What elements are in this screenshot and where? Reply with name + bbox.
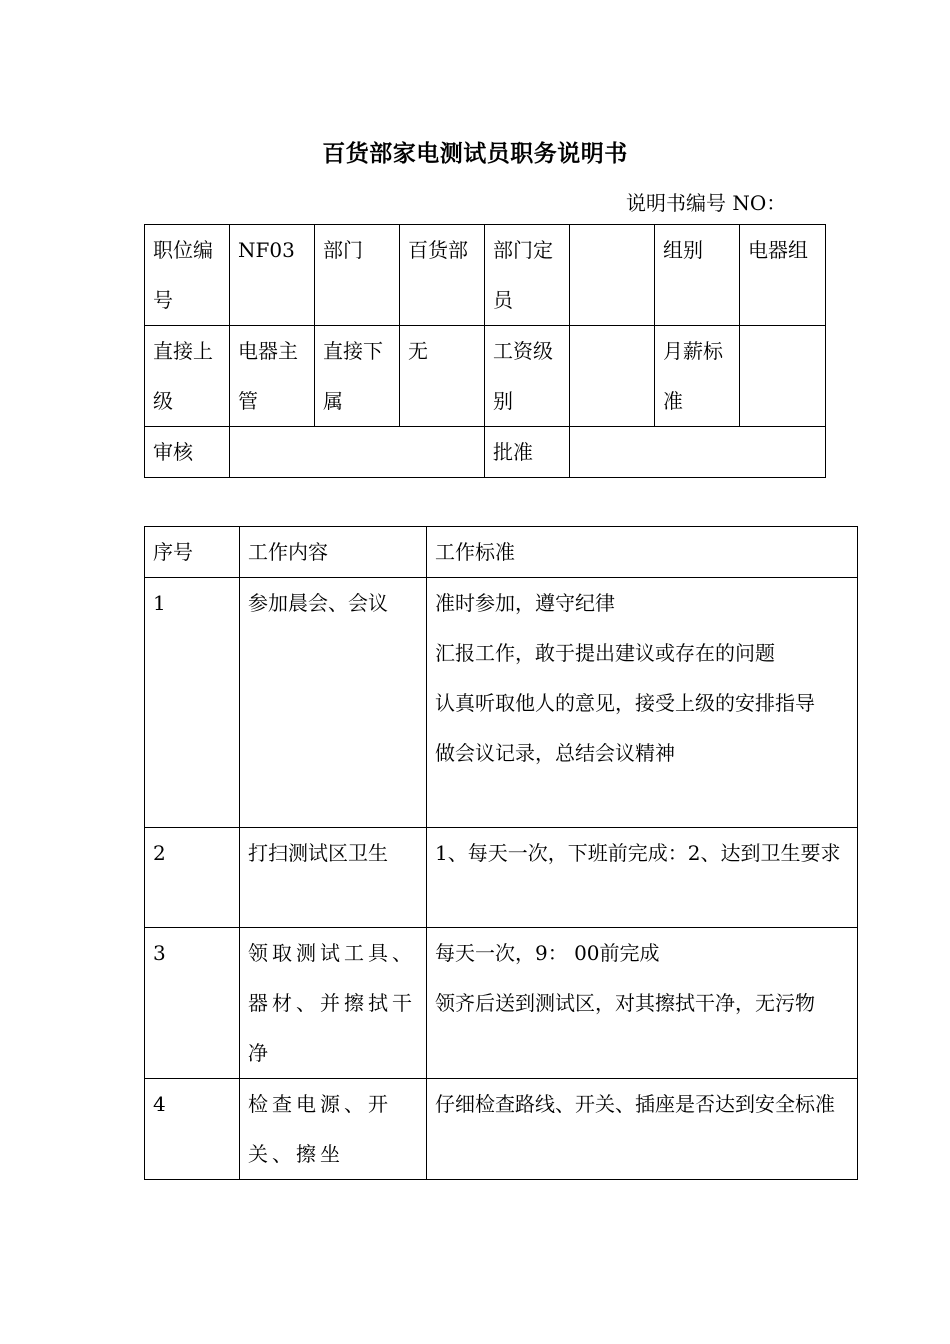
- table-row: [145, 578, 858, 828]
- label-direct-superior: 直接上级: [145, 326, 230, 427]
- label-salary-grade: 工资级别: [485, 326, 570, 427]
- row-seq: 3: [145, 928, 240, 1079]
- label-review: 审核: [145, 427, 230, 478]
- standard-line: 1、每天一次，下班前完成：2、达到卫生要求: [435, 841, 841, 865]
- position-info-table: [144, 224, 826, 478]
- label-group: 组别: [655, 225, 740, 326]
- standard-line: 每天一次，9： 00前完成: [435, 941, 660, 965]
- header-content: 工作内容: [240, 527, 427, 578]
- row-content: 领取测试工具、器材、并擦拭干净: [240, 928, 427, 1079]
- value-headcount: [570, 225, 655, 326]
- label-monthly-salary: 月薪标准: [655, 326, 740, 427]
- standard-line: 领齐后送到测试区，对其擦拭干净，无污物: [435, 991, 815, 1015]
- value-review: [230, 427, 485, 478]
- value-direct-subordinate: 无: [400, 326, 485, 427]
- standard-line: 做会议记录，总结会议精神: [435, 741, 675, 765]
- row-content: 打扫测试区卫生: [240, 828, 427, 928]
- row-standards: [427, 828, 858, 928]
- label-approval: 批准: [485, 427, 570, 478]
- header-standard: 工作标准: [427, 527, 858, 578]
- label-direct-subordinate: 直接下属: [315, 326, 400, 427]
- table-row: [145, 928, 858, 1079]
- label-department: 部门: [315, 225, 400, 326]
- document-title: 百货部家电测试员职务说明书: [322, 140, 628, 167]
- table-row: [145, 1079, 858, 1180]
- info-row-2: [145, 326, 826, 427]
- label-headcount: 部门定员: [485, 225, 570, 326]
- value-salary-grade: [570, 326, 655, 427]
- row-standards: [427, 928, 858, 1079]
- value-position-code: NF03: [230, 225, 315, 326]
- duties-table: [144, 526, 858, 1180]
- value-department: 百货部: [400, 225, 485, 326]
- label-position-code: 职位编号: [145, 225, 230, 326]
- standard-line: 仔细检查路线、开关、插座是否达到安全标准: [435, 1092, 835, 1116]
- value-monthly-salary: [740, 326, 826, 427]
- standard-line: 汇报工作，敢于提出建议或存在的问题: [435, 641, 775, 665]
- row-content: 检查电源、开关、擦坐: [240, 1079, 427, 1180]
- row-standards: [427, 1079, 858, 1180]
- header-seq: 序号: [145, 527, 240, 578]
- table-row: [145, 828, 858, 928]
- info-row-3: [145, 427, 826, 478]
- duties-header-row: [145, 527, 858, 578]
- info-row-1: [145, 225, 826, 326]
- row-standards: [427, 578, 858, 828]
- value-direct-superior: 电器主管: [230, 326, 315, 427]
- row-content: 参加晨会、会议: [240, 578, 427, 828]
- standard-line: 准时参加，遵守纪律: [435, 591, 615, 615]
- standard-line: 认真听取他人的意见，接受上级的安排指导: [435, 691, 815, 715]
- value-approval: [570, 427, 826, 478]
- row-seq: 2: [145, 828, 240, 928]
- value-group: 电器组: [740, 225, 826, 326]
- doc-number-label: 说明书编号 NO：: [626, 191, 787, 215]
- row-seq: 1: [145, 578, 240, 828]
- row-seq: 4: [145, 1079, 240, 1180]
